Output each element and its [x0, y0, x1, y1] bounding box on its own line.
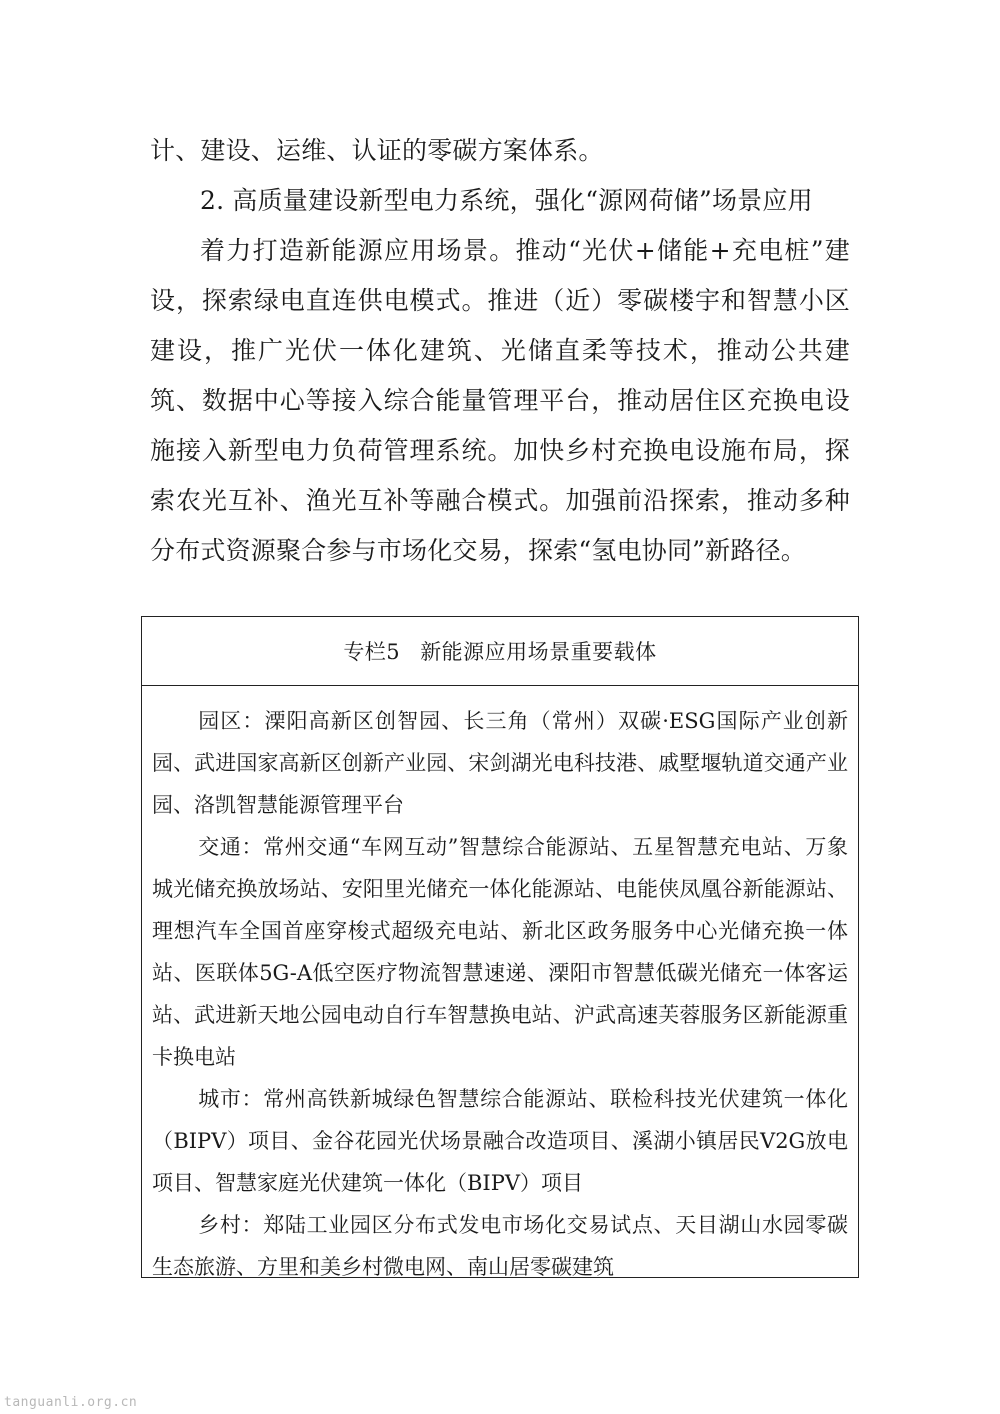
list-item-rural: 乡村：郑陆工业园区分布式发电市场化交易试点、天目湖山水园零碳生态旅游、方里和美乡村微电网、南山居零碳建筑	[152, 1213, 848, 1279]
column-box-heading: 新能源应用场景重要载体	[420, 640, 657, 664]
list-item-city: 城市：常州高铁新城绿色智慧综合能源站、联检科技光伏建筑一体化（BIPV）项目、金谷花园光伏场景融合改造项目、溪湖小镇居民V2G放电项目、智慧家庭光伏建筑一体化（BIPV）项目	[152, 1087, 848, 1195]
watermark-text: tanguanli.org.cn	[4, 1395, 138, 1410]
section-paragraph: 着力打造新能源应用场景。推动“光伏+储能+充电桩”建设，探索绿电直连供电模式。推进（近）零碳楼宇和智慧小区建设，推广光伏一体化建筑、光储直柔等技术，推动公共建筑、数据中心等接入综合能量管理平台，推动居住区充换电设施接入新型电力负荷管理系统。加快乡村充换电设施布局，探索农光互补、渔光互补等融合模式。加强前沿探索，推动多种分布式资源聚合参与市场化交易，探索“氢电协同”新路径。	[150, 236, 850, 565]
body-text	[150, 126, 850, 576]
column-box	[141, 616, 859, 1278]
continued-line: 计、建设、运维、认证的零碳方案体系。	[150, 136, 604, 165]
column-box-body	[142, 686, 858, 1288]
list-item-transport: 交通：常州交通“车网互动”智慧综合能源站、五星智慧充电站、万象城光储充换放场站、安阳里光储充一体化能源站、电能侠凤凰谷新能源站、理想汽车全国首座穿梭式超级充电站、新北区政务服务中心光储充换一体站、医联体5G-A低空医疗物流智慧速递、溧阳市智慧低碳光储充一体客运站、武进新天地公园电动自行车智慧换电站、沪武高速芙蓉服务区新能源重卡换电站	[152, 835, 848, 1069]
section-heading: 2. 高质量建设新型电力系统，强化“源网荷储”场景应用	[200, 186, 813, 215]
column-box-number: 专栏5	[343, 640, 401, 664]
column-box-title	[142, 617, 858, 686]
list-item-park: 园区：溧阳高新区创智园、长三角（常州）双碳·ESG国际产业创新园、武进国家高新区创新产业园、宋剑湖光电科技港、戚墅堰轨道交通产业园、洛凯智慧能源管理平台	[152, 709, 848, 817]
